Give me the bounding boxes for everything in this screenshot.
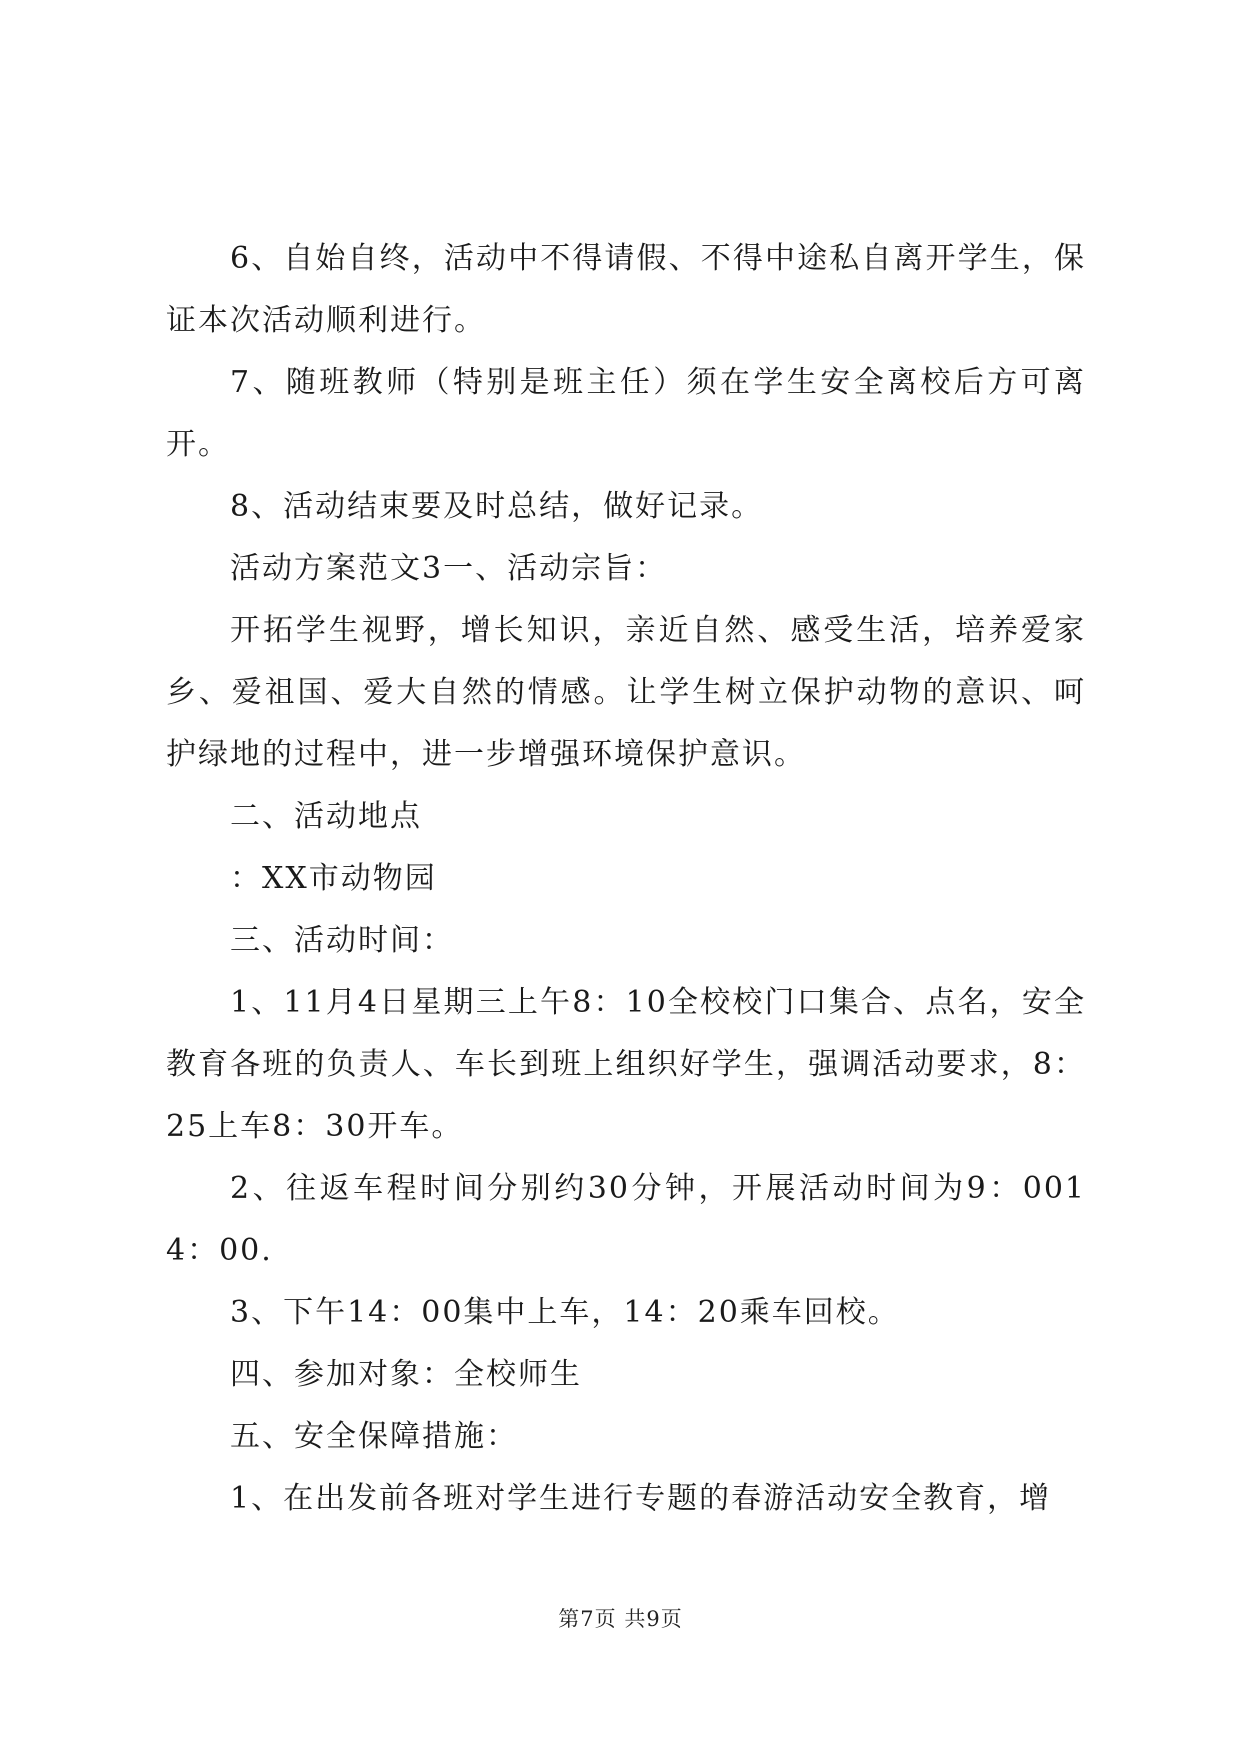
paragraph-time-1: 1、11月4日星期三上午8：10全校校门口集合、点名，安全教育各班的负责人、车长到班上组织好学生，强调活动要求，8：25上车8：30开车。: [166, 985, 1086, 1144]
document-body: [166, 228, 1086, 1530]
section-heading-location: 二、活动地点: [230, 799, 422, 834]
paragraph-safety-1: 1、在出发前各班对学生进行专题的春游活动安全教育，增: [230, 1481, 1052, 1516]
paragraph-time-2: 2、往返车程时间分别约30分钟，开展活动时间为9：0014：00.: [166, 1171, 1086, 1268]
page-number-footer: 第7页 共9页: [558, 1607, 683, 1631]
paragraph-item-7: 7、随班教师（特别是班主任）须在学生安全离校后方可离开。: [166, 365, 1086, 462]
paragraph-item-8: 8、活动结束要及时总结，做好记录。: [230, 489, 764, 524]
section-heading-safety: 五、安全保障措施：: [230, 1419, 518, 1454]
section-heading-participants: 四、参加对象：全校师生: [230, 1357, 582, 1392]
paragraph-purpose: 开拓学生视野，增长知识，亲近自然、感受生活，培养爱家乡、爱祖国、爱大自然的情感。让学生树立保护动物的意识、呵护绿地的过程中，进一步增强环境保护意识。: [166, 613, 1086, 772]
paragraph-item-6: 6、自始自终，活动中不得请假、不得中途私自离开学生，保证本次活动顺利进行。: [166, 241, 1086, 338]
section-heading-time: 三、活动时间：: [230, 923, 454, 958]
paragraph-time-3: 3、下午14：00集中上车，14：20乘车回校。: [230, 1295, 900, 1330]
section-heading-plan-3: 活动方案范文3一、活动宗旨：: [230, 551, 668, 586]
paragraph-location: ：XX市动物园: [230, 861, 437, 896]
